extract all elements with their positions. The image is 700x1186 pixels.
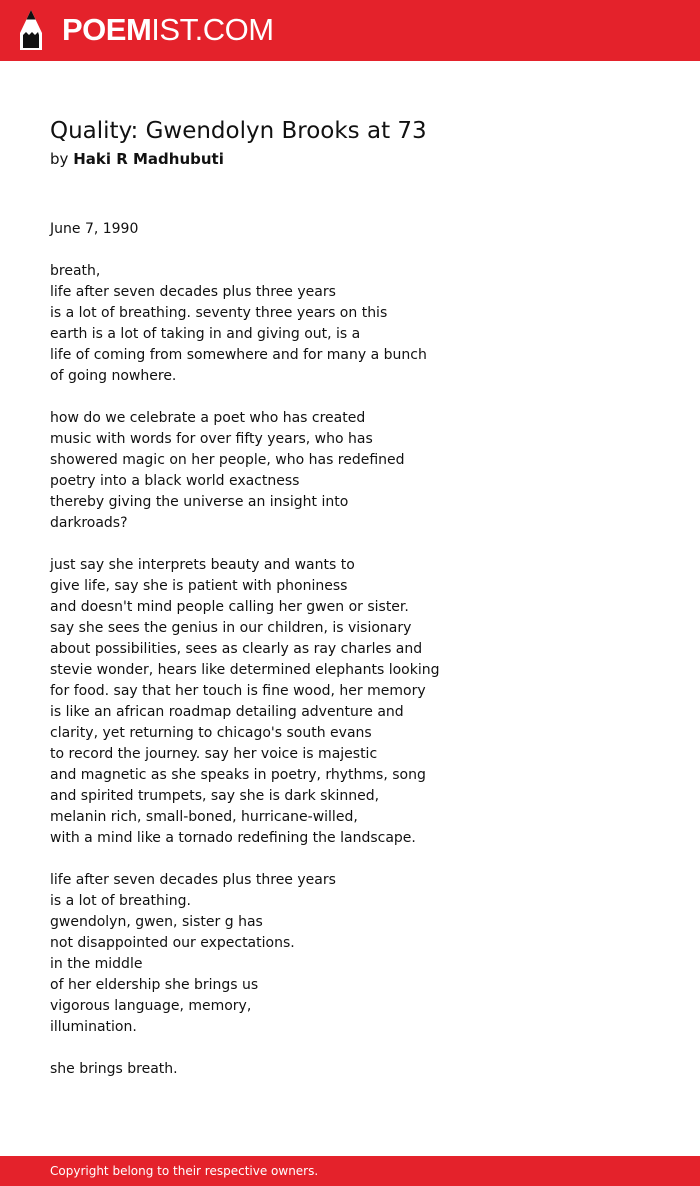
- poem-line: she brings breath.: [50, 1061, 178, 1077]
- logo-bold-text: POEM: [62, 12, 152, 47]
- byline: [50, 149, 224, 169]
- poem-stanza: [50, 1059, 670, 1080]
- copyright-text: Copyright belong to their respective owners.: [50, 1164, 319, 1178]
- poem-line: poetry into a black world exactness: [50, 473, 300, 489]
- poem-line: June 7, 1990: [50, 221, 139, 237]
- poem-line: say she sees the genius in our children, is visionary: [50, 620, 412, 636]
- poem-line: and doesn't mind people calling her gwen or sister.: [50, 599, 409, 615]
- poem-line: to record the journey. say her voice is majestic: [50, 746, 378, 762]
- poem-line: life after seven decades plus three years: [50, 872, 336, 888]
- poem-stanza: [50, 870, 670, 1038]
- poem-line: is a lot of breathing. seventy three years on this: [50, 305, 388, 321]
- poem-line: for food. say that her touch is fine wood, her memory: [50, 683, 426, 699]
- poem-line: illumination.: [50, 1019, 137, 1035]
- poem-line: gwendolyn, gwen, sister g has: [50, 914, 263, 930]
- poem-line: is like an african roadmap detailing adventure and: [50, 704, 404, 720]
- logo-light-text: IST.COM: [151, 12, 274, 47]
- poem-date: [50, 219, 670, 240]
- poem-line: and magnetic as she speaks in poetry, rhythms, song: [50, 767, 426, 783]
- poem-stanza: [50, 408, 670, 534]
- poem-line: is a lot of breathing.: [50, 893, 191, 909]
- site-logo[interactable]: [62, 12, 274, 48]
- poem-line: life after seven decades plus three years: [50, 284, 336, 300]
- poem-line: with a mind like a tornado redefining the landscape.: [50, 830, 416, 846]
- poem-line: thereby giving the universe an insight into: [50, 494, 349, 510]
- poem-line: and spirited trumpets, say she is dark skinned,: [50, 788, 380, 804]
- poem-line: melanin rich, small-boned, hurricane-willed,: [50, 809, 358, 825]
- poem-title: Quality: Gwendolyn Brooks at 73: [50, 118, 427, 144]
- poem-stanza: [50, 555, 670, 849]
- poem-line: of her eldership she brings us: [50, 977, 259, 993]
- site-header: [0, 0, 700, 61]
- poem-line: give life, say she is patient with phoniness: [50, 578, 348, 594]
- poem-line: clarity, yet returning to chicago's south evans: [50, 725, 372, 741]
- poem-body: [50, 219, 670, 1101]
- poem-stanza: [50, 261, 670, 387]
- poem-line: breath,: [50, 263, 101, 279]
- poem-line: about possibilities, sees as clearly as ray charles and: [50, 641, 423, 657]
- author-name: Haki R Madhubuti: [73, 150, 224, 168]
- poem-line: how do we celebrate a poet who has created: [50, 410, 366, 426]
- poem-line: vigorous language, memory,: [50, 998, 252, 1014]
- poem-line: music with words for over fifty years, who has: [50, 431, 373, 447]
- poem-line: not disappointed our expectations.: [50, 935, 295, 951]
- site-footer: [0, 1156, 700, 1186]
- poem-line: stevie wonder, hears like determined elephants looking: [50, 662, 440, 678]
- poem-line: life of coming from somewhere and for many a bunch: [50, 347, 427, 363]
- by-label: by: [50, 150, 69, 168]
- poem-line: just say she interprets beauty and wants to: [50, 557, 355, 573]
- poem-line: earth is a lot of taking in and giving out, is a: [50, 326, 361, 342]
- poem-line: darkroads?: [50, 515, 128, 531]
- pencil-icon[interactable]: [18, 9, 44, 51]
- poem-line: showered magic on her people, who has redefined: [50, 452, 405, 468]
- poem-line: of going nowhere.: [50, 368, 177, 384]
- poem-line: in the middle: [50, 956, 143, 972]
